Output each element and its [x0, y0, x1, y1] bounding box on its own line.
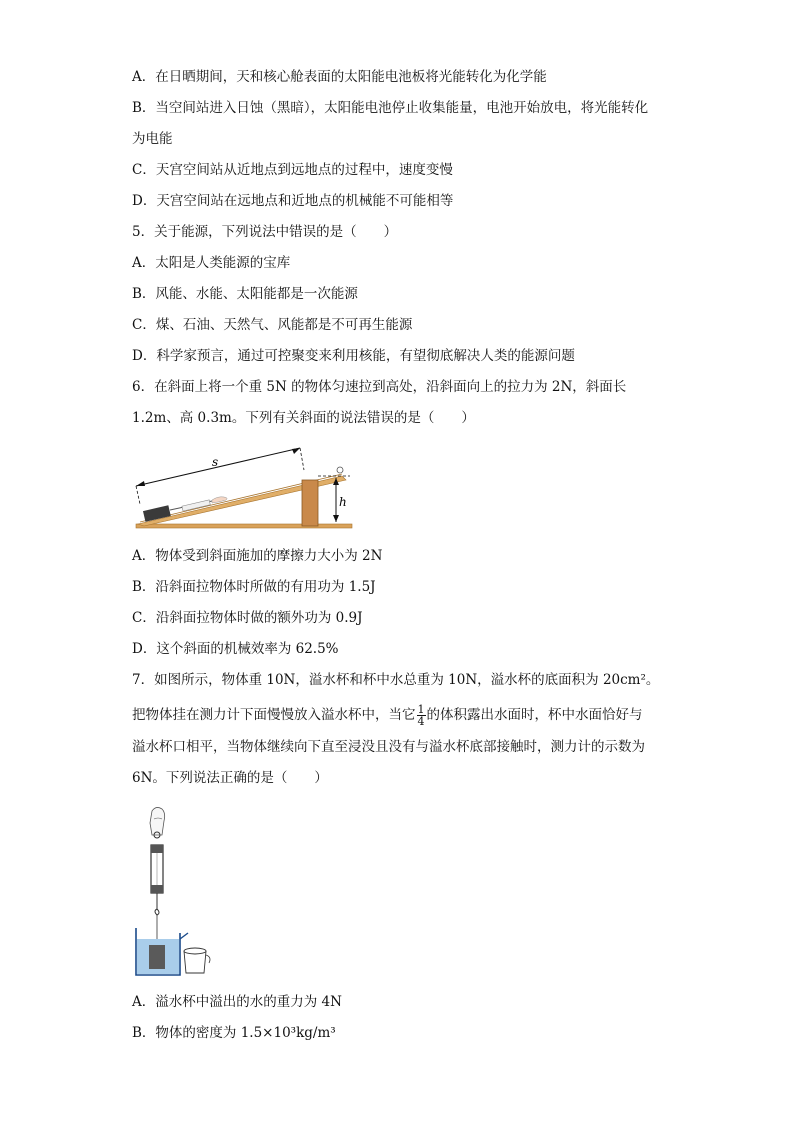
- q4-option-d: D．天宫空间站在远地点和近地点的机械能不可能相等: [132, 193, 454, 209]
- q4-option-b-cont: 为电能: [132, 131, 173, 147]
- fraction-one-quarter: $\frac{1}{4}$: [417, 703, 425, 728]
- q5-option-c: C．煤、石油、天然气、风能都是不可再生能源: [132, 317, 413, 333]
- q5-option-d: D．科学家预言，通过可控聚变来利用核能，有望彻底解决人类的能源问题: [132, 348, 575, 364]
- q5-option-b: B．风能、水能、太阳能都是一次能源: [132, 286, 358, 302]
- q6-option-b: B．沿斜面拉物体时所做的有用功为 1.5J: [132, 579, 376, 595]
- q5-stem: 5．关于能源，下列说法中错误的是（ ）: [132, 224, 398, 240]
- q4-option-c: C．天宫空间站从近地点到远地点的过程中，速度变慢: [132, 162, 453, 178]
- q7-option-a: A．溢水杯中溢出的水的重力为 4N: [132, 994, 342, 1010]
- incline-label-s: s: [212, 455, 219, 469]
- q6-option-c: C．沿斜面拉物体时做的额外功为 0.9J: [132, 610, 363, 626]
- q6-stem-cont: 1.2m、高 0.3m。下列有关斜面的说法错误的是（ ）: [132, 410, 475, 426]
- incline-figure: [132, 440, 357, 535]
- incline-label-h: h: [339, 495, 347, 509]
- q4-option-b: B．当空间站进入日蚀（黑暗），太阳能电池停止收集能量，电池开始放电，将光能转化: [132, 100, 649, 116]
- overflow-cup-figure: [130, 805, 215, 980]
- q7-stem-cont2: 溢水杯口相平，当物体继续向下直至浸没且没有与溢水杯底部接触时，测力计的示数为: [132, 739, 645, 755]
- q4-option-a: A．在日晒期间，天和核心舱表面的太阳能电池板将光能转化为化学能: [132, 69, 547, 85]
- q5-option-a: A．太阳是人类能源的宝库: [132, 255, 291, 271]
- q7-option-b: B．物体的密度为 1.5×10³kg/m³: [132, 1025, 336, 1041]
- q6-option-d: D．这个斜面的机械效率为 62.5%: [132, 641, 339, 657]
- q7-stem-cont: 把物体挂在测力计下面慢慢放入溢水杯中，当它 $\frac{1}{4}$ 的体积露出水面时，杯中水面恰好与: [132, 703, 643, 728]
- q6-option-a: A．物体受到斜面施加的摩擦力大小为 2N: [132, 548, 383, 564]
- q7-stem-cont3: 6N。下列说法正确的是（ ）: [132, 770, 328, 786]
- q7-stem: 7．如图所示，物体重 10N，溢水杯和杯中水总重为 10N，溢水杯的底面积为 20cm²。: [132, 672, 660, 688]
- q6-stem: 6．在斜面上将一个重 5N 的物体匀速拉到高处，沿斜面向上的拉力为 2N，斜面长: [132, 379, 627, 395]
